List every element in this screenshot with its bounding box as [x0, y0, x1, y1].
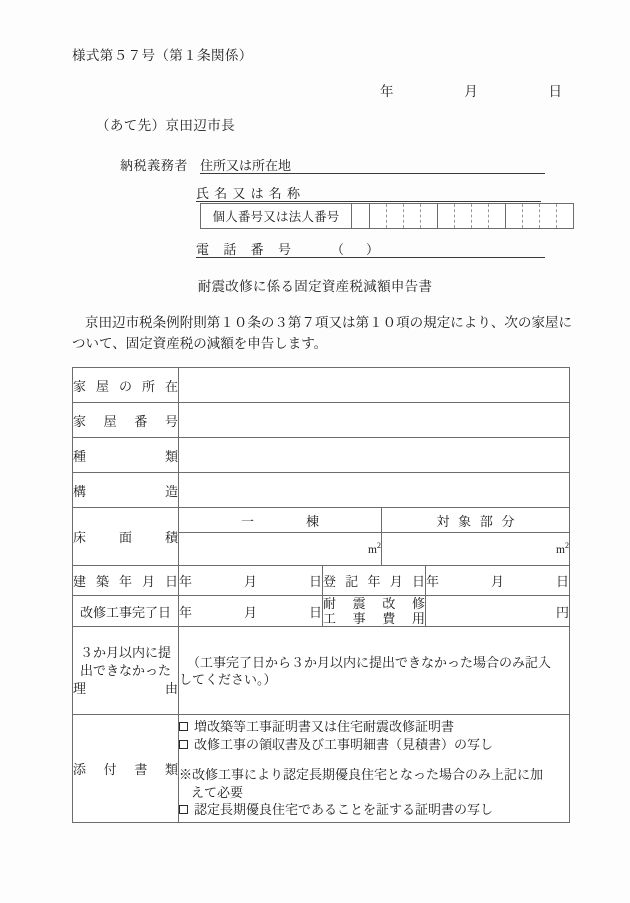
attachment-checkbox-row[interactable] — [179, 736, 569, 754]
input-reason[interactable] — [179, 627, 570, 715]
taxpayer-section-label: 納税義務者 — [120, 158, 189, 173]
mynumber-cell[interactable] — [421, 204, 437, 228]
telephone-parens — [331, 239, 401, 258]
attachment-label: 改修工事の領収書及び工事明細書（見積書）の写し — [194, 736, 494, 752]
table-row-floor-area-header — [73, 508, 570, 533]
input-house-number[interactable] — [179, 403, 570, 438]
unit-yen: 円 — [555, 604, 569, 620]
unit-sqm-target: $m^2$ — [556, 541, 569, 557]
unit-sqm-whole: $m^2$ — [368, 541, 381, 557]
reason-note-line-2: してください。） — [179, 671, 277, 687]
build-date-placeholder: 年月日 — [179, 574, 322, 589]
attachment-checkbox-row[interactable] — [179, 718, 569, 736]
intro-paragraph: 京田辺市税条例附則第１０条の３第７項又は第１０項の規定により、次の家屋について、固定資産税の減額を申告します。 — [72, 315, 572, 351]
mynumber-group-3 — [506, 204, 573, 228]
label-floor-area: 床面積 — [73, 508, 179, 566]
reason-note-line-1: （工事完了日から３か月以内に提出できなかった場合のみ記入 — [187, 654, 552, 670]
input-location[interactable] — [179, 368, 570, 403]
input-structure[interactable] — [179, 473, 570, 508]
label-build-date: 建築年月日 — [73, 566, 179, 596]
attachment-note — [179, 766, 569, 801]
label-register-date: 登記年月日 — [323, 566, 426, 596]
name-label: 氏名又は名称 — [196, 186, 300, 201]
attachment-checkbox-row[interactable] — [179, 801, 569, 819]
attachments-checklist — [179, 715, 570, 823]
header-date-year: 年 — [380, 84, 394, 99]
input-floor-area-target[interactable] — [382, 533, 570, 566]
table-row-build-date — [73, 566, 570, 596]
attachment-note-line-2: えて必要 — [191, 784, 244, 800]
checkbox-icon[interactable] — [179, 740, 188, 749]
register-date-placeholder: 年月日 — [426, 574, 569, 589]
mynumber-cell[interactable] — [370, 204, 387, 228]
input-floor-area-whole[interactable] — [179, 533, 382, 566]
label-location: 家屋の所在 — [73, 368, 179, 403]
table-row-kind — [73, 438, 570, 473]
property-detail-table — [72, 367, 570, 823]
mynumber-cell[interactable] — [455, 204, 472, 228]
label-kind: 種類 — [73, 438, 179, 473]
attachment-label: 増改築等工事証明書又は住宅耐震改修証明書 — [194, 719, 455, 735]
label-reason: ３か月以内に提 出できなかった 理由 — [73, 627, 179, 715]
input-register-date[interactable] — [426, 566, 570, 596]
checkbox-icon[interactable] — [179, 722, 188, 731]
mynumber-cell[interactable] — [387, 204, 404, 228]
mynumber-cell[interactable] — [540, 204, 557, 228]
mynumber-group-1 — [370, 204, 438, 228]
header-date-month: 月 — [464, 84, 478, 99]
table-row-structure — [73, 473, 570, 508]
checkbox-icon[interactable] — [179, 805, 188, 814]
document-title: 耐震改修に係る固定資産税減額申告書 — [197, 279, 433, 294]
address-field[interactable] — [200, 155, 545, 174]
table-row-attachments — [73, 715, 570, 823]
label-attachments: 添付書類 — [73, 715, 179, 823]
address-label: 住所又は所在地 — [200, 158, 292, 173]
header-floor-area-target: 対象部分 — [382, 508, 570, 533]
label-house-number: 家屋番号 — [73, 403, 179, 438]
mynumber-label: 個人番号又は法人番号 — [201, 204, 352, 228]
header-date-line — [380, 80, 570, 100]
form-number: 様式第５７号（第１条関係） — [72, 48, 253, 63]
telephone-field[interactable] — [196, 239, 545, 258]
attachment-note-line-1: ※改修工事により認定長期優良住宅となった場合のみ上記に加 — [179, 767, 544, 783]
name-field[interactable] — [196, 183, 541, 202]
mynumber-cell[interactable] — [472, 204, 489, 228]
telephone-label: 電話番号 — [196, 242, 291, 257]
mynumber-cell[interactable] — [404, 204, 421, 228]
mynumber-cell[interactable] — [489, 204, 505, 228]
header-date-day: 日 — [548, 84, 562, 99]
table-row-house-number — [73, 403, 570, 438]
input-build-date[interactable] — [179, 566, 323, 596]
completion-date-placeholder: 年月日 — [179, 604, 322, 620]
label-structure: 構造 — [73, 473, 179, 508]
label-construction-cost: 耐震改修 工事費用 — [323, 596, 425, 626]
mynumber-cell[interactable] — [557, 204, 573, 228]
input-completion-date[interactable] — [179, 596, 323, 627]
header-floor-area-whole: 一棟 — [179, 508, 382, 533]
paren-open: （ — [331, 242, 367, 257]
input-kind[interactable] — [179, 438, 570, 473]
mynumber-cell[interactable] — [506, 204, 523, 228]
table-row-completion-date — [73, 596, 570, 627]
label-completion-date: 改修工事完了日 — [73, 596, 179, 627]
addressee: （あて先）京田辺市長 — [96, 118, 235, 133]
mynumber-cell-lead[interactable] — [352, 204, 370, 228]
paren-close: ） — [366, 242, 402, 257]
mynumber-cell[interactable] — [523, 204, 540, 228]
mynumber-cell[interactable] — [438, 204, 455, 228]
mynumber-group-2 — [438, 204, 506, 228]
table-row-reason — [73, 627, 570, 715]
table-row-location — [73, 368, 570, 403]
attachment-label: 認定長期優良住宅であることを証する証明書の写し — [194, 802, 494, 818]
input-construction-cost[interactable] — [426, 596, 570, 627]
mynumber-input-grid[interactable] — [200, 203, 574, 229]
